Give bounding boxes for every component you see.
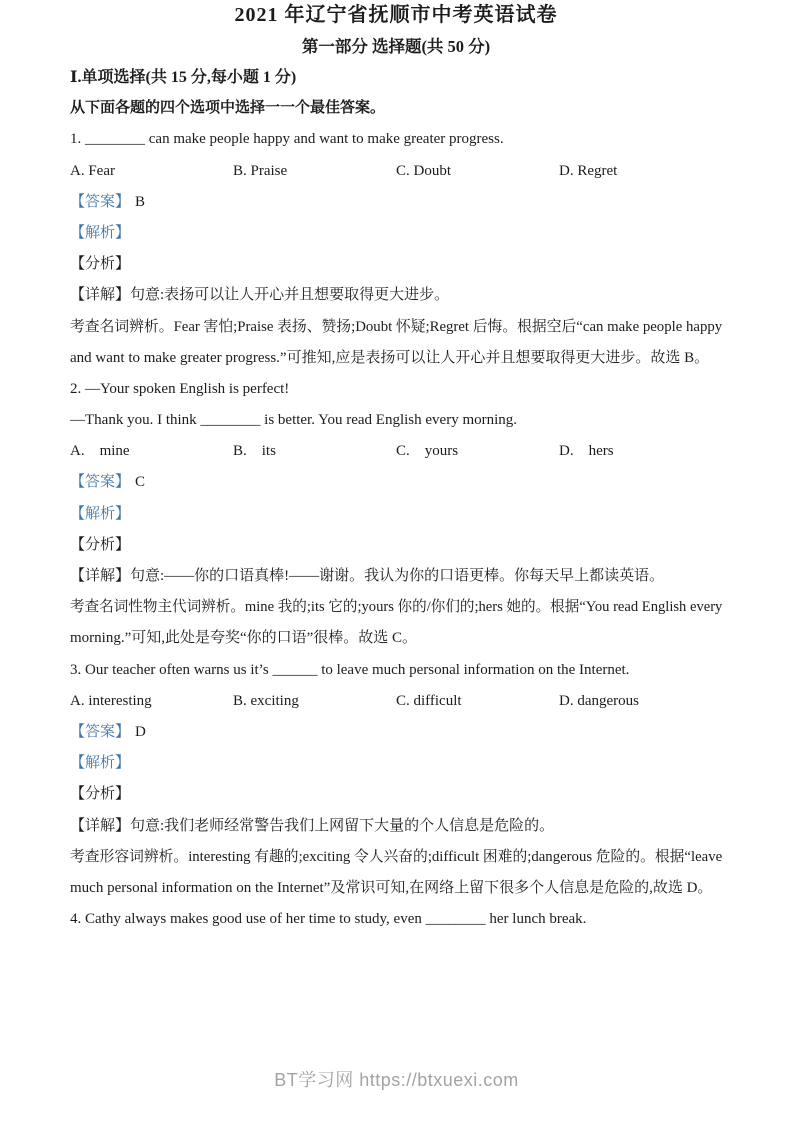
answer-line xyxy=(70,467,722,498)
question-stem: 3. Our teacher often warns us it’s ______ to leave much personal information on the Internet. xyxy=(70,661,630,678)
question-stem: —Thank you. I think ________ is better. You read English every morning. xyxy=(70,412,518,429)
jiexi-label: 【解析】 xyxy=(70,755,131,772)
option-a: A. mine xyxy=(70,443,130,460)
options-row xyxy=(70,156,722,187)
answer-line xyxy=(70,187,722,218)
options-row xyxy=(70,686,722,717)
option-b: B. exciting xyxy=(233,692,299,709)
fenxi-label: 【分析】 xyxy=(70,256,131,273)
detail-line: 考查形容词辨析。interesting 有趣的;exciting 令人兴奋的;difficult 困难的;dangerous 危险的。根据“leave xyxy=(70,848,723,865)
detail-line: 【详解】句意:——你的口语真棒!——谢谢。我认为你的口语更棒。你每天早上都读英语。 xyxy=(70,568,665,584)
answer-label: 【答案】 xyxy=(70,474,131,491)
option-c: C. Doubt xyxy=(396,162,452,179)
exam-document xyxy=(70,0,722,935)
option-c: C. difficult xyxy=(396,692,462,709)
detail-line: much personal information on the Internet”及常识可知,在网络上留下很多个人信息是危险的,故选 D。 xyxy=(70,879,713,896)
answer-line xyxy=(70,717,722,748)
answer-label: 【答案】 xyxy=(70,193,131,210)
part-heading: 第一部分 选择题(共 50 分) xyxy=(301,37,491,56)
detail-line: 【详解】句意:表扬可以让人开心并且想要取得更大进步。 xyxy=(70,287,450,304)
question-block-2 xyxy=(70,374,722,655)
option-b: B. its xyxy=(233,443,276,460)
answer-label: 【答案】 xyxy=(70,723,131,740)
option-d: D. Regret xyxy=(559,162,618,179)
detail-line: 【详解】句意:我们老师经常警告我们上网留下大量的个人信息是危险的。 xyxy=(70,817,555,834)
question-block-4 xyxy=(70,904,722,935)
question-block-1 xyxy=(70,124,722,374)
detail-line: morning.”可知,此处是夸奖“你的口语”很棒。故选 C。 xyxy=(70,630,418,647)
fenxi-label: 【分析】 xyxy=(70,536,131,553)
page-title: 2021 年辽宁省抚顺市中考英语试卷 xyxy=(234,4,558,26)
option-a: A. interesting xyxy=(70,692,152,709)
answer-value: C xyxy=(135,474,146,491)
detail-line: and want to make greater progress.”可推知,应是表扬可以让人开心并且想要取得更大进步。故选 B。 xyxy=(70,349,710,366)
instruction: 从下面各题的四个选项中选择一一个最佳答案。 xyxy=(70,100,386,117)
jiexi-line xyxy=(70,218,722,249)
jiexi-label: 【解析】 xyxy=(70,224,131,241)
footer-watermark: BT学习网 https://btxuexi.com xyxy=(274,1070,519,1090)
answer-value: D xyxy=(135,723,146,740)
jiexi-label: 【解析】 xyxy=(70,505,131,522)
answer-value: B xyxy=(135,193,146,210)
section-heading: Ⅰ.单项选择(共 15 分,每小题 1 分) xyxy=(70,69,297,86)
question-stem: 1. ________ can make people happy and want to make greater progress. xyxy=(70,131,504,148)
option-a: A. Fear xyxy=(70,162,115,179)
detail-line: 考查名词性物主代词辨析。mine 我的;its 它的;yours 你的/你们的;hers 她的。根据“You read English every xyxy=(70,599,723,616)
fenxi-label: 【分析】 xyxy=(70,786,131,803)
options-row xyxy=(70,436,722,467)
option-c: C. yours xyxy=(396,443,459,460)
option-d: D. hers xyxy=(559,443,614,460)
detail-line: 考查名词辨析。Fear 害怕;Praise 表扬、赞扬;Doubt 怀疑;Regret 后悔。根据空后“can make people happy xyxy=(70,318,723,335)
question-stem: 4. Cathy always makes good use of her time to study, even ________ her lunch break. xyxy=(70,911,587,928)
jiexi-line xyxy=(70,499,722,530)
fenxi-line xyxy=(70,249,722,280)
fenxi-line xyxy=(70,530,722,561)
question-block-3 xyxy=(70,655,722,905)
jiexi-line xyxy=(70,748,722,779)
question-stem: 2. —Your spoken English is perfect! xyxy=(70,380,290,397)
option-b: B. Praise xyxy=(233,162,288,179)
option-d: D. dangerous xyxy=(559,692,639,709)
fenxi-line xyxy=(70,779,722,810)
